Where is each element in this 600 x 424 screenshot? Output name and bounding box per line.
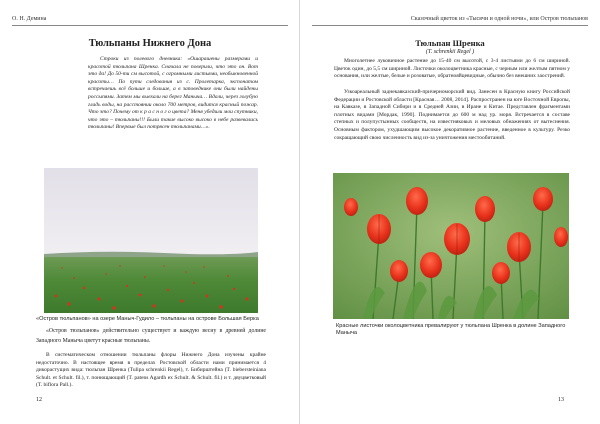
right-page bbox=[300, 0, 600, 424]
species-description-paragraph: Многолетнее луковичное растение до 15-40 см высотой, с 3-4 листьями до 6 см шириной. Цветок один, до 5,5 см шириной. Листочки околоцветника красные, с черным или желтым пятном у основания, или желтые, белые и розоватые, обратнояйцевидные, обычно без внешних заострений. bbox=[334, 58, 570, 80]
field-diary-epigraph: Строки из полевого дневника: «Ошарашены размерами и красотой тюльпана Шренка. Сначала не поверили, что это он. Вот это да! До 50-ти см высотой, с огромными листьями, необыкновенной красоты… По пути следования из с. Пролетарка, экспонатом встречаешь всё больше и больше, а в заповеднике они были найдены россыпями. Затем мы выехали на берег Маныча… Вдали, через голубую гладь воды, на расстоянии около 700 метров, видится красный пожар. Что это? Почему от к р а с н о г о цвета? Меня убедили мои спутники, что это – тюльпаны!!! Были такие высоко высоко в небе развевались тюльпаны! Впервые был потрясен тюльпанами…». bbox=[88, 56, 258, 131]
left-page-number: 12 bbox=[36, 397, 42, 403]
right-page-number: 13 bbox=[558, 397, 564, 403]
left-header-rule bbox=[12, 25, 288, 26]
species-distribution-paragraph: Узкоареальный заднекавказский-причерноморский вид. Занесен в Красную книгу Российской Федерации и Ростовской области [Красная… 2008, 2014]. Распространен на юге Восточной Европы, на Кавказе, в Западной Сибири и в Средней Азии, в Иране и Китае. Представлен фрагментами плотных видами [Мордак, 1990]. Поднимается до 600 м над ур. моря. Встречается в составе степных и полупустынных сообществ, на известняковых и меловых обнажениях от вытеснения. Основным фактором, ухудшающим высокое декоративное растение, введенное в культуру. Резко сокращающий свою численность вид из-за уничтожения местообитаний. bbox=[334, 89, 570, 141]
left-page-title: Тюльпаны Нижнего Дона bbox=[88, 38, 212, 49]
steppe-tulip-field-photo bbox=[44, 168, 258, 313]
left-photo-caption: «Остров тюльпанов» на озере Маныч-Гудило – тюльпаны на острове Большая Берка bbox=[36, 316, 259, 322]
species-latin-name: (T. schrenkii Regel ) bbox=[425, 49, 475, 55]
systematics-paragraph: В систематическом отношении тюльпаны флоры Нижнего Дона изучены крайне недостаточно. В настоящее время в пределах Ростовской области нами принимается 4 дикорастущих вида: тюльпан Шренка (Tulipa schrenkii Regel), т. Бибирштейна (T. biebersteiniana Schult. et Schult. fil.), т. понющающий (T. patens Agardh ex Schult. & Schult. fil.) и т. двуцветковый (T. biflora Pall.). bbox=[36, 352, 266, 389]
left-page-header: О. Н. Демина bbox=[12, 16, 47, 22]
right-page-header: Сказочный цветок из «Тысячи и одной ночи», или Остров тюльпанов bbox=[410, 16, 588, 22]
species-title: Тюльпан Шренка bbox=[415, 38, 485, 48]
right-photo-caption: Красные листочки околоцветника превалируют у тюльпана Шренка в долине Западного Маныча bbox=[336, 323, 566, 337]
right-header-rule bbox=[312, 25, 588, 26]
schrenk-tulips-photo bbox=[333, 173, 569, 319]
island-of-tulips-paragraph: «Остров тюльпанов» действительно существует и каждую весну в древней долине Западного Маныча цветут красные тюльпаны. bbox=[36, 328, 266, 344]
